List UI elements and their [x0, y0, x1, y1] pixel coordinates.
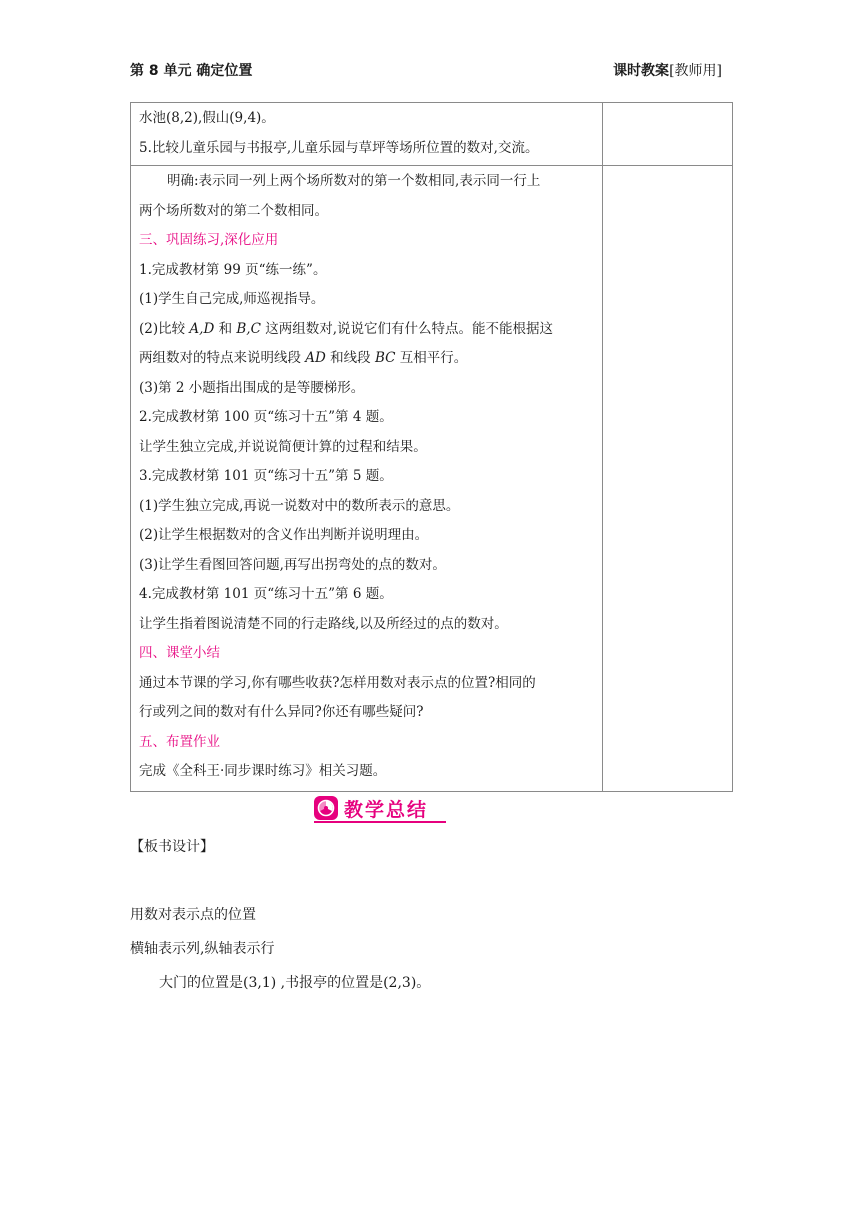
text-line: 水池(8,2),假山(9,4)。: [139, 110, 275, 126]
text-line: (2)让学生根据数对的含义作出判断并说明理由。: [139, 527, 429, 543]
section-heading: 四、课堂小结: [139, 645, 220, 661]
text-line: 让学生指着图说清楚不同的行走路线,以及所经过的点的数对。: [139, 615, 508, 632]
text-line: (1)学生独立完成,再说一说数对中的数所表示的意思。: [139, 497, 460, 514]
text-line: 明确:表示同一列上两个场所数对的第一个数相同,表示同一行上: [167, 173, 541, 189]
text-line: 1.完成教材第 99 页“练一练”。: [139, 261, 327, 278]
board-line: 横轴表示列,纵轴表示行: [130, 941, 275, 957]
text-line: 通过本节课的学习,你有哪些收获?怎样用数对表示点的位置?相同的: [139, 674, 536, 691]
summary-title: 教学总结: [344, 799, 429, 821]
summary-title-banner: [314, 794, 454, 824]
math-span: AD: [305, 350, 326, 366]
math-span: B,C: [236, 320, 261, 337]
pinwheel-icon: [314, 796, 338, 820]
notes-cell: [603, 166, 733, 792]
text-line: 让学生独立完成,并说说简便计算的过程和结果。: [139, 438, 427, 455]
text-line: 5.比较儿童乐园与书报亭,儿童乐园与草坪等场所位置的数对,交流。: [139, 139, 539, 156]
text-line: (3)第 2 小题指出围成的是等腰梯形。: [139, 379, 365, 396]
lesson-plan-table: [130, 102, 733, 792]
text-line: [139, 315, 594, 345]
notes-cell: [603, 103, 733, 166]
text-line: 行或列之间的数对有什么异同?你还有哪些疑问?: [139, 704, 424, 720]
section-heading: 五、布置作业: [139, 733, 220, 750]
board-line: 大门的位置是(3,1) ,书报亭的位置是(2,3)。: [159, 975, 431, 991]
section-heading: 三、巩固练习,深化应用: [139, 232, 279, 248]
content-cell: [131, 166, 603, 792]
text-line: (3)让学生看图回答问题,再写出拐弯处的点的数对。: [139, 556, 446, 573]
content-cell: [131, 103, 603, 166]
math-span: BC: [374, 350, 396, 366]
text-line: 4.完成教材第 101 页“练习十五”第 6 题。: [139, 586, 393, 602]
text-span: (2)比较: [139, 320, 190, 337]
doc-type-label: [613, 60, 722, 80]
text-span: 互相平行。: [395, 350, 468, 366]
table-row: [131, 166, 733, 792]
table-row: [131, 103, 733, 166]
doc-type-bold: 课时教案: [613, 63, 670, 79]
text-line: 3.完成教材第 101 页“练习十五”第 5 题。: [139, 468, 393, 484]
text-line: [139, 344, 594, 374]
title-underline: [314, 821, 446, 823]
doc-type-bracket: [教师用]: [669, 63, 722, 79]
math-span: A,D: [189, 320, 215, 337]
text-line: 两个场所数对的第二个数相同。: [139, 202, 328, 219]
text-span: 和线段: [325, 350, 375, 366]
page-header: [130, 60, 730, 84]
text-line: 完成《全科王·同步课时练习》相关习题。: [139, 763, 387, 779]
text-line: 2.完成教材第 100 页“练习十五”第 4 题。: [139, 409, 393, 425]
text-line: (1)学生自己完成,师巡视指导。: [139, 291, 325, 307]
text-span: 两组数对的特点来说明线段: [139, 350, 306, 366]
text-span: 和: [214, 320, 237, 337]
unit-title: 第 8 单元 确定位置: [130, 63, 253, 79]
text-span: 这两组数对,说说它们有什么特点。能不能根据这: [260, 320, 554, 337]
board-line: 用数对表示点的位置: [130, 907, 256, 923]
board-design-label: 【板书设计】: [130, 839, 214, 855]
